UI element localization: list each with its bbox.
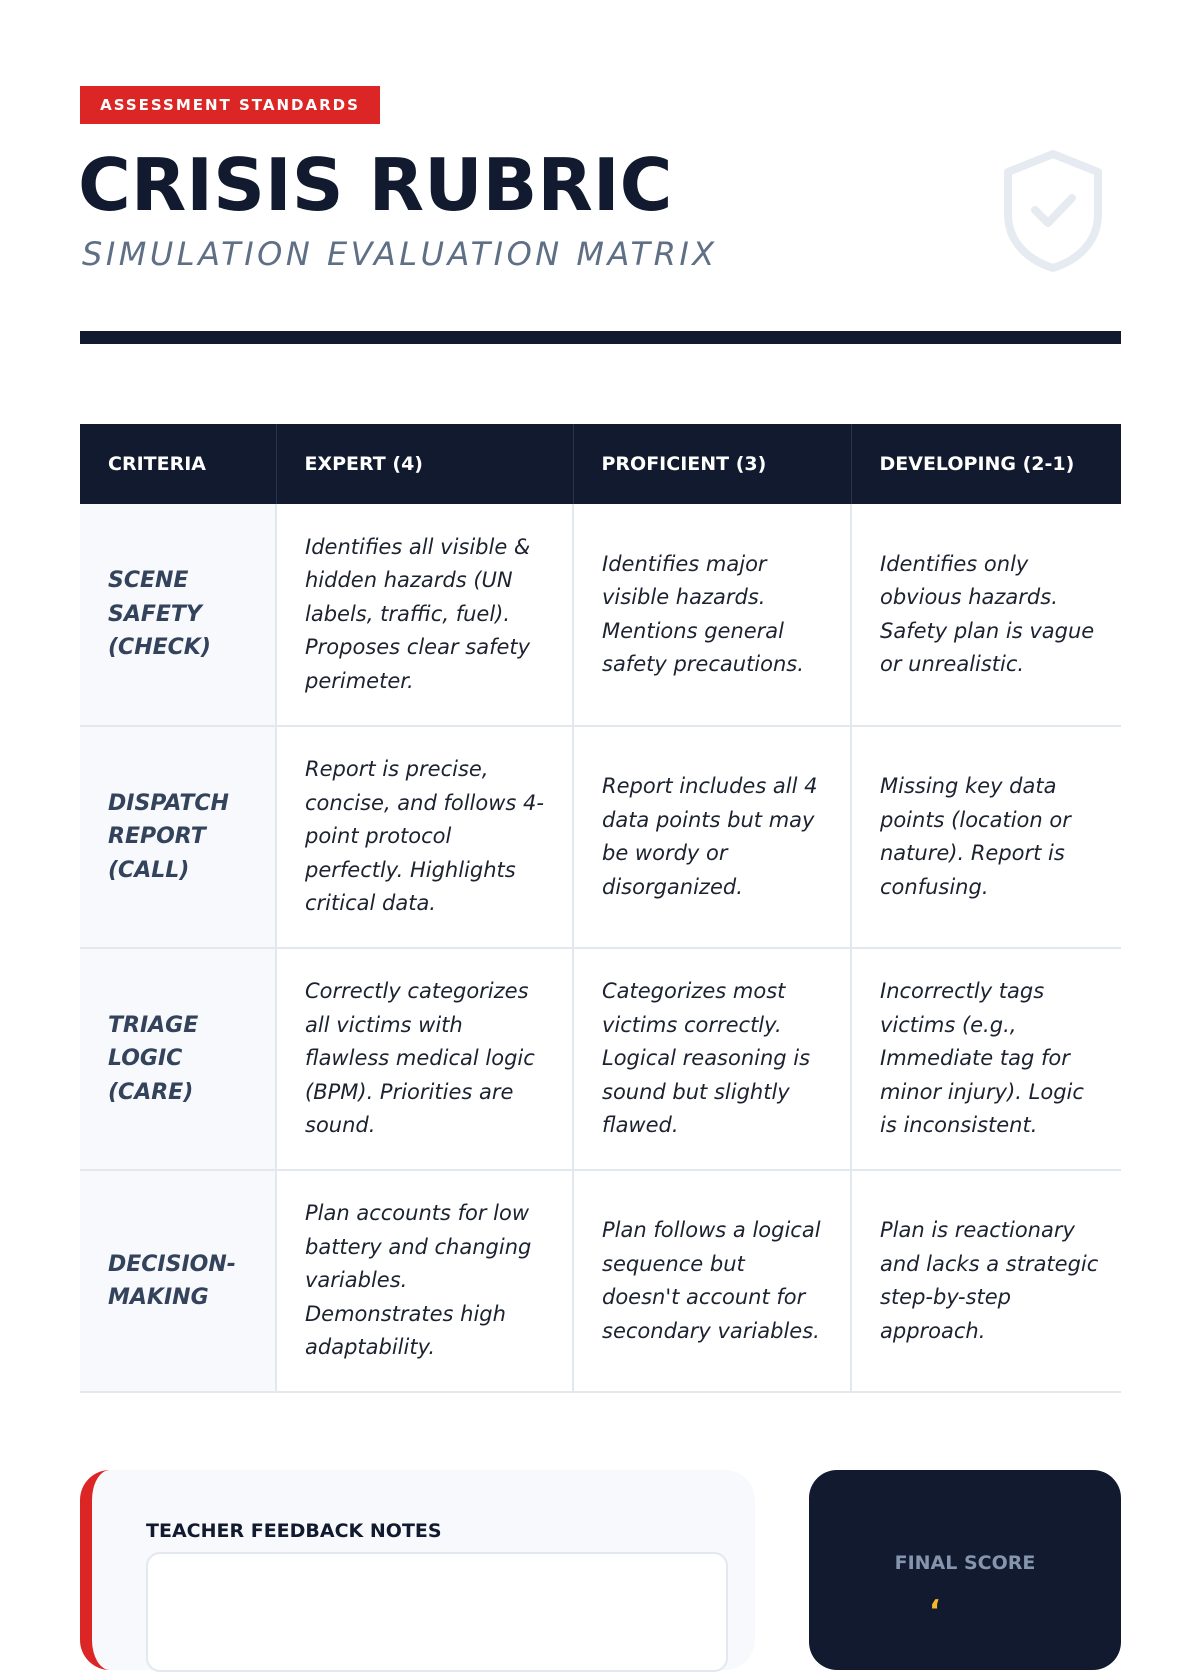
table-row	[80, 1170, 1121, 1392]
feedback-card	[80, 1470, 755, 1670]
table-row	[80, 726, 1121, 948]
developing-cell: Missing key data points (location or nature). Report is confusing.	[851, 726, 1121, 948]
column-header-proficient: PROFICIENT (3)	[573, 424, 851, 504]
section-badge: ASSESSMENT STANDARDS	[80, 86, 380, 124]
criteria-cell: DISPATCH REPORT (CALL)	[80, 726, 276, 948]
developing-cell: Plan is reactionary and lacks a strategic step-by-step approach.	[851, 1170, 1121, 1392]
expert-cell: Plan accounts for low battery and changing variables. Demonstrates high adaptability.	[276, 1170, 573, 1392]
page-subtitle: SIMULATION EVALUATION MATRIX	[82, 235, 718, 273]
rubric-table	[80, 424, 1121, 1393]
final-score-label: FINAL SCORE	[894, 1552, 1036, 1574]
expert-cell: Report is precise, concise, and follows 4-point protocol perfectly. Highlights critical data.	[276, 726, 573, 948]
column-header-expert: EXPERT (4)	[276, 424, 573, 504]
criteria-cell: DECISION-MAKING	[80, 1170, 276, 1392]
feedback-notes-field[interactable]	[146, 1552, 728, 1672]
column-header-criteria: CRITERIA	[80, 424, 276, 504]
page-title: CRISIS RUBRIC	[78, 143, 673, 227]
proficient-cell: Report includes all 4 data points but may be wordy or disorganized.	[573, 726, 851, 948]
table-row	[80, 948, 1121, 1170]
proficient-cell: Identifies major visible hazards. Mentions general safety precautions.	[573, 504, 851, 726]
expert-cell: Identifies all visible & hidden hazards (UN labels, traffic, fuel). Proposes clear safety perimeter.	[276, 504, 573, 726]
proficient-cell: Categorizes most victims correctly. Logical reasoning is sound but slightly flawed.	[573, 948, 851, 1170]
developing-cell: Incorrectly tags victims (e.g., Immediate tag for minor injury). Logic is inconsistent.	[851, 948, 1121, 1170]
final-score-card	[809, 1470, 1121, 1670]
criteria-cell: SCENE SAFETY (CHECK)	[80, 504, 276, 726]
header-divider	[80, 331, 1121, 344]
shield-check-icon	[1000, 148, 1106, 274]
feedback-title: TEACHER FEEDBACK NOTES	[146, 1520, 442, 1542]
table-header-row	[80, 424, 1121, 504]
table-row	[80, 504, 1121, 726]
score-accent-mark: ‘	[929, 1594, 941, 1629]
proficient-cell: Plan follows a logical sequence but doesn't account for secondary variables.	[573, 1170, 851, 1392]
expert-cell: Correctly categorizes all victims with flawless medical logic (BPM). Priorities are sound.	[276, 948, 573, 1170]
criteria-cell: TRIAGE LOGIC (CARE)	[80, 948, 276, 1170]
developing-cell: Identifies only obvious hazards. Safety plan is vague or unrealistic.	[851, 504, 1121, 726]
column-header-developing: DEVELOPING (2-1)	[851, 424, 1121, 504]
